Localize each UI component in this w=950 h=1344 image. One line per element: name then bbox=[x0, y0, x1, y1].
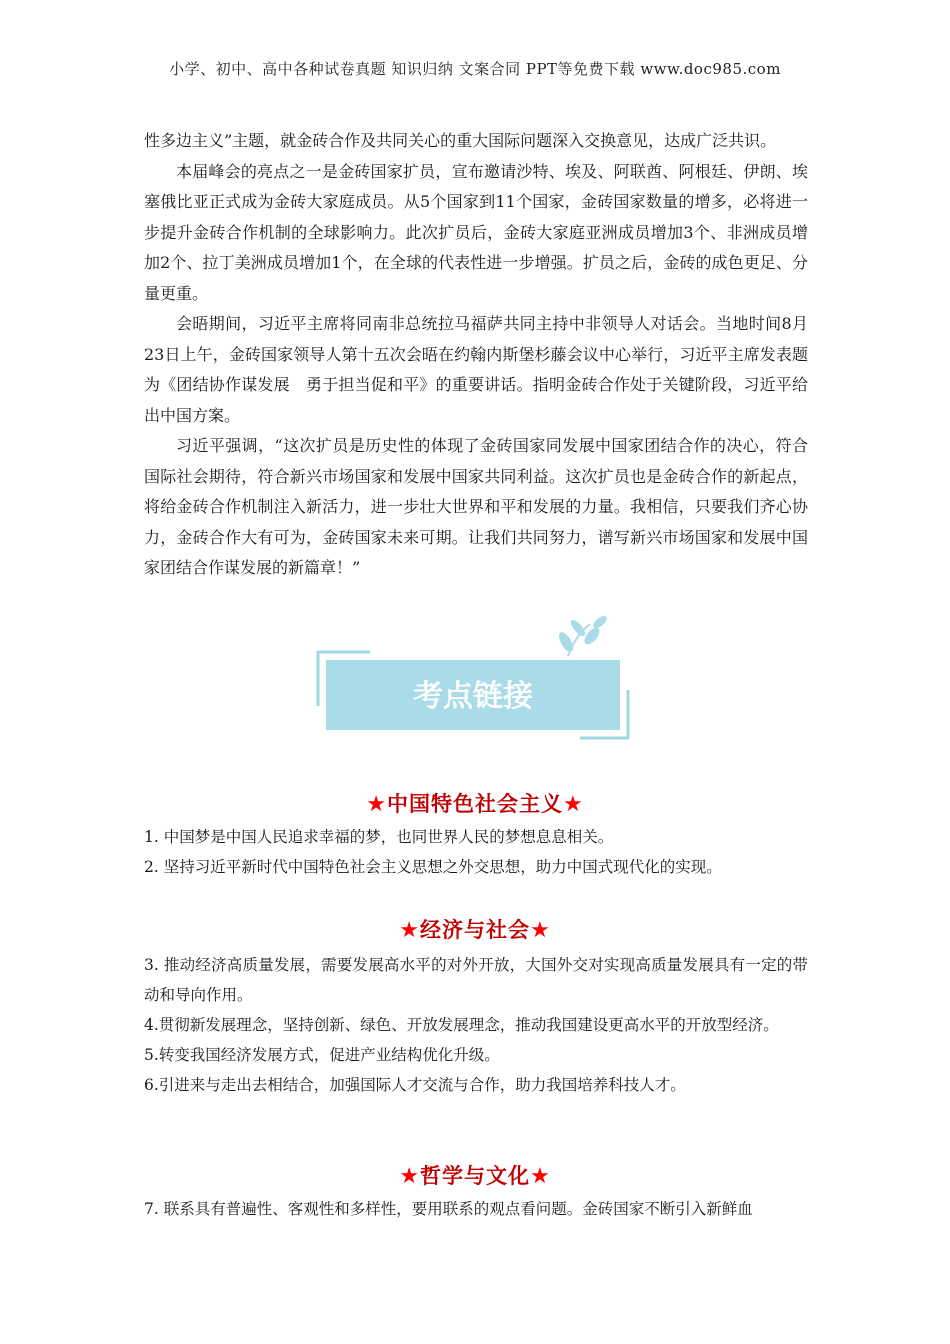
banner-graphic bbox=[310, 606, 640, 746]
star-icon: ★ bbox=[399, 1164, 420, 1189]
list-item: 4.贯彻新发展理念，坚持创新、绿色、开放发展理念，推动我国建设更高水平的开放型经济。 bbox=[144, 1016, 779, 1034]
section-list bbox=[144, 950, 808, 1100]
star-icon: ★ bbox=[399, 918, 420, 943]
section-title: ★经济与社会★ bbox=[399, 918, 551, 943]
paragraph: 本届峰会的亮点之一是金砖国家扩员，宣布邀请沙特、埃及、阿联酋、阿根廷、伊朗、埃塞俄比亚正式成为金砖大家庭成员。从5个国家到11个国家，金砖国家数量的增多，必将进一步提升金砖合作机制的全球影响力。此次扩员后，金砖大家庭亚洲成员增加3个、非洲成员增加2个、拉丁美洲成员增加1个，在全球的代表性进一步增强。扩员之后，金砖的成色更足、分量更重。 bbox=[144, 161, 808, 303]
star-icon: ★ bbox=[563, 792, 584, 817]
list-item: 6.引进来与走出去相结合，加强国际人才交流与合作，助力我国培养科技人才。 bbox=[144, 1076, 686, 1094]
list-item: 7. 联系具有普遍性、客观性和多样性，要用联系的观点看问题。金砖国家不断引入新鲜血 bbox=[144, 1200, 753, 1218]
page-header: 小学、初中、高中各种试卷真题 知识归纳 文案合同 PPT等免费下载 www.doc985.com bbox=[169, 60, 781, 78]
paragraph: 会晤期间，习近平主席将同南非总统拉马福萨共同主持中非领导人对话会。当地时间8月23日上午，金砖国家领导人第十五次会晤在约翰内斯堡杉藤会议中心举行，习近平主席发表题为《团结协作谋发展 勇于担当促和平》的重要讲话。指明金砖合作处于关键阶段，习近平给出中国方案。 bbox=[144, 314, 808, 425]
kaodian-banner bbox=[310, 606, 640, 746]
list-item: 5.转变我国经济发展方式，促进产业结构优化升级。 bbox=[144, 1046, 500, 1064]
list-item: 3. 推动经济高质量发展，需要发展高水平的对外开放，大国外交对实现高质量发展具有一定的带动和导向作用。 bbox=[144, 956, 808, 1004]
star-icon: ★ bbox=[530, 918, 551, 943]
article-body bbox=[144, 126, 808, 584]
paragraph: 习近平强调，“这次扩员是历史性的体现了金砖国家同发展中国家团结合作的决心，符合国际社会期待，符合新兴市场国家和发展中国家共同利益。这次扩员也是金砖合作的新起点，将给金砖合作机制注入新活力，进一步壮大世界和平和发展的力量。我相信，只要我们齐心协力，金砖合作大有可为，金砖国家未来可期。让我们共同努力，谱写新兴市场国家和发展中国家团结合作谋发展的新篇章！” bbox=[144, 436, 808, 577]
section-list bbox=[144, 1194, 808, 1224]
banner-title: 考点链接 bbox=[413, 679, 533, 714]
star-icon: ★ bbox=[366, 792, 387, 817]
section-title: ★哲学与文化★ bbox=[399, 1164, 551, 1189]
leaf-icon bbox=[556, 614, 609, 656]
list-item: 1. 中国梦是中国人民追求幸福的梦，也同世界人民的梦想息息相关。 bbox=[144, 828, 614, 846]
section-title: ★中国特色社会主义★ bbox=[366, 792, 584, 817]
paragraph: 性多边主义”主题，就金砖合作及共同关心的重大国际问题深入交换意见，达成广泛共识。 bbox=[144, 131, 777, 150]
section-list bbox=[144, 822, 808, 882]
star-icon: ★ bbox=[530, 1164, 551, 1189]
list-item: 2. 坚持习近平新时代中国特色社会主义思想之外交思想，助力中国式现代化的实现。 bbox=[144, 858, 722, 876]
